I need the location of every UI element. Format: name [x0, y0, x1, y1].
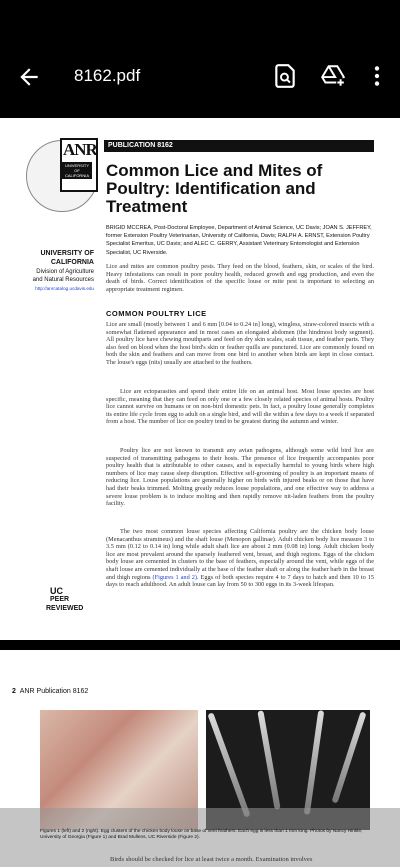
paragraph-2: Lice are ectoparasites and spend their entire life on an animal host. Most louse species are host specific, meaning that they can feed on only one or a few closely related species of animal hosts. Poultry lice cannot survive on humans or on non-bird domestic pets. In fact, a poultry louse generally completes its entire life cycle from egg to adult on a single bird, and will die within a few days to a week if separated from a host. The number of lice on poultry tend to be greatest during the autumn and winter.: [106, 388, 374, 426]
more-options-icon[interactable]: [364, 63, 390, 89]
paragraph-4-text-b: . Eggs of both species require 4 to 7 days to hatch and then 10 to 15 days to reach adulthood. An adult louse can lay from 50 to 300 eggs in its 3-week lifespan.: [106, 573, 374, 589]
page-2-body-text: Birds should be checked for lice at least twice a month. Examination involves: [110, 856, 313, 863]
authors: BRIGID MCCREA, Post-Doctoral Employee, Department of Animal Science, UC Davis; JOAN S. JEFFREY, former Extension Poultry Veterinarian, University of California, Davis; RALPH A. ERNST, Extension Poultry Specialist Emeritus, UC Davis; and ALEC C. GERRY, Assistant Veterinary Entomologist and Extension Specialist, UC Riverside.: [106, 225, 372, 256]
paragraph-4: [106, 528, 374, 589]
paragraph-3: Poultry lice are not known to transmit any avian pathogens, although some wild bird lice are suspected of transmitting pathogens to their hosts. The presence of lice frequently accompanies poor poultry health that is attributable to other causes, and is especially harmful to young birds where high numbers of lice may cause sleep disruption. Effective self-grooming of poultry is an important means of reducing lice. Louse populations are generally higher on birds with injured beaks or on those that have had their beaks trimmed. Molting greatly reduces louse populations, and one effective way to address a severe louse problem is to induce molting and then rapidly remove nit-laden feathers from the poultry facility.: [106, 447, 374, 508]
page-number: 2: [12, 688, 16, 695]
division-line2: and Natural Resources: [32, 277, 94, 283]
document-title: Common Lice and Mites of Poultry: Identification and Treatment: [106, 161, 323, 216]
feather-shape: [257, 710, 280, 810]
page-number-header: [12, 688, 88, 695]
anr-logo-sub: UNIVERSITY OF CALIFORNIA: [62, 162, 92, 179]
publication-bar: PUBLICATION 8162: [104, 140, 374, 152]
feather-shape: [304, 710, 325, 815]
anr-logo-text: ANR: [63, 140, 97, 159]
add-to-drive-icon[interactable]: [320, 63, 346, 89]
pdf-page-1[interactable]: [0, 118, 400, 640]
ucpeer-reviewed: REVIEWED: [46, 605, 84, 612]
page-header-label: ANR Publication 8162: [19, 688, 89, 695]
back-arrow-icon[interactable]: [16, 64, 42, 90]
file-name: 8162.pdf: [74, 66, 141, 85]
section-heading: COMMON POULTRY LICE: [106, 309, 207, 318]
ucpeer-peer: PEER: [50, 596, 70, 603]
figures-link[interactable]: (Figures 1 and 2): [152, 573, 197, 581]
ucpeer-uc: UC: [50, 586, 63, 596]
paragraph-4-text-a: The two most common louse species affecting California poultry are the chicken body louse (Menacanthus stramineus) and the shaft louse (Menopon gallinae). Adult chicken body lice measure 3 to 3.5 mm (0.12 to 0.14 in) long while adult shaft lice are about 2 mm (0.08 in) long. Adult chicken body lice are most prevalent around the sparsely feathered vent, breast, and thigh regions. Eggs of the chicken body louse are cemented in clusters to the base of feathers, especially around the vent, while eggs of the shaft louse are cemented individually at the base of the feather shaft or along the feather barb in the breast and thigh regions: [106, 528, 374, 581]
catalog-link[interactable]: http://anrcatalog.ucdavis.edu: [35, 286, 94, 291]
feather-shape: [207, 712, 250, 817]
figure-caption: Figures 1 (left) and 2 (right). Egg clusters of the chicken body louse on base of vent feathers. Each egg is less than 1 mm long. Photos by Nancy Hinkle, University of Georgia (Figure 1) and Brad Mullens, UC Riverside (Figure 2).: [40, 829, 363, 841]
paragraph-1: Lice are small (mostly between 1 and 6 mm [0.04 to 0.24 in] long), wingless, straw-colored insects with a somewhat flattened appearance and in most cases an elongated abdomen (the hindmost body segment). All poultry lice have chewing mouthparts and feed on dry skin scales, scab tissue, and feather parts. They also feed on blood when the host bird's skin or feather quills are punctured. Lice are commonly found on both the skin and feathers and can move from one bird to another when birds are kept in close contact. The louse's eggs (nits) usually are attached to the feathers.: [106, 321, 374, 366]
division-line1: Division of Agriculture: [36, 269, 94, 275]
university-name-line2: CALIFORNIA: [50, 259, 94, 266]
university-name-line1: UNIVERSITY OF: [40, 250, 94, 257]
intro-paragraph: Lice and mites are common poultry pests. They feed on the blood, feathers, skin, or scales of the bird. Heavy infestations can result in poor poultry health, reduced growth and egg production, and even the death of birds. Correct identification of the specific louse or mite pest is important to selecting an appropriate treatment regimen.: [106, 263, 374, 293]
app-bar: [0, 0, 400, 118]
uc-peer-reviewed-logo: [46, 586, 94, 616]
feather-shape: [331, 711, 366, 803]
search-document-icon[interactable]: [272, 63, 298, 89]
